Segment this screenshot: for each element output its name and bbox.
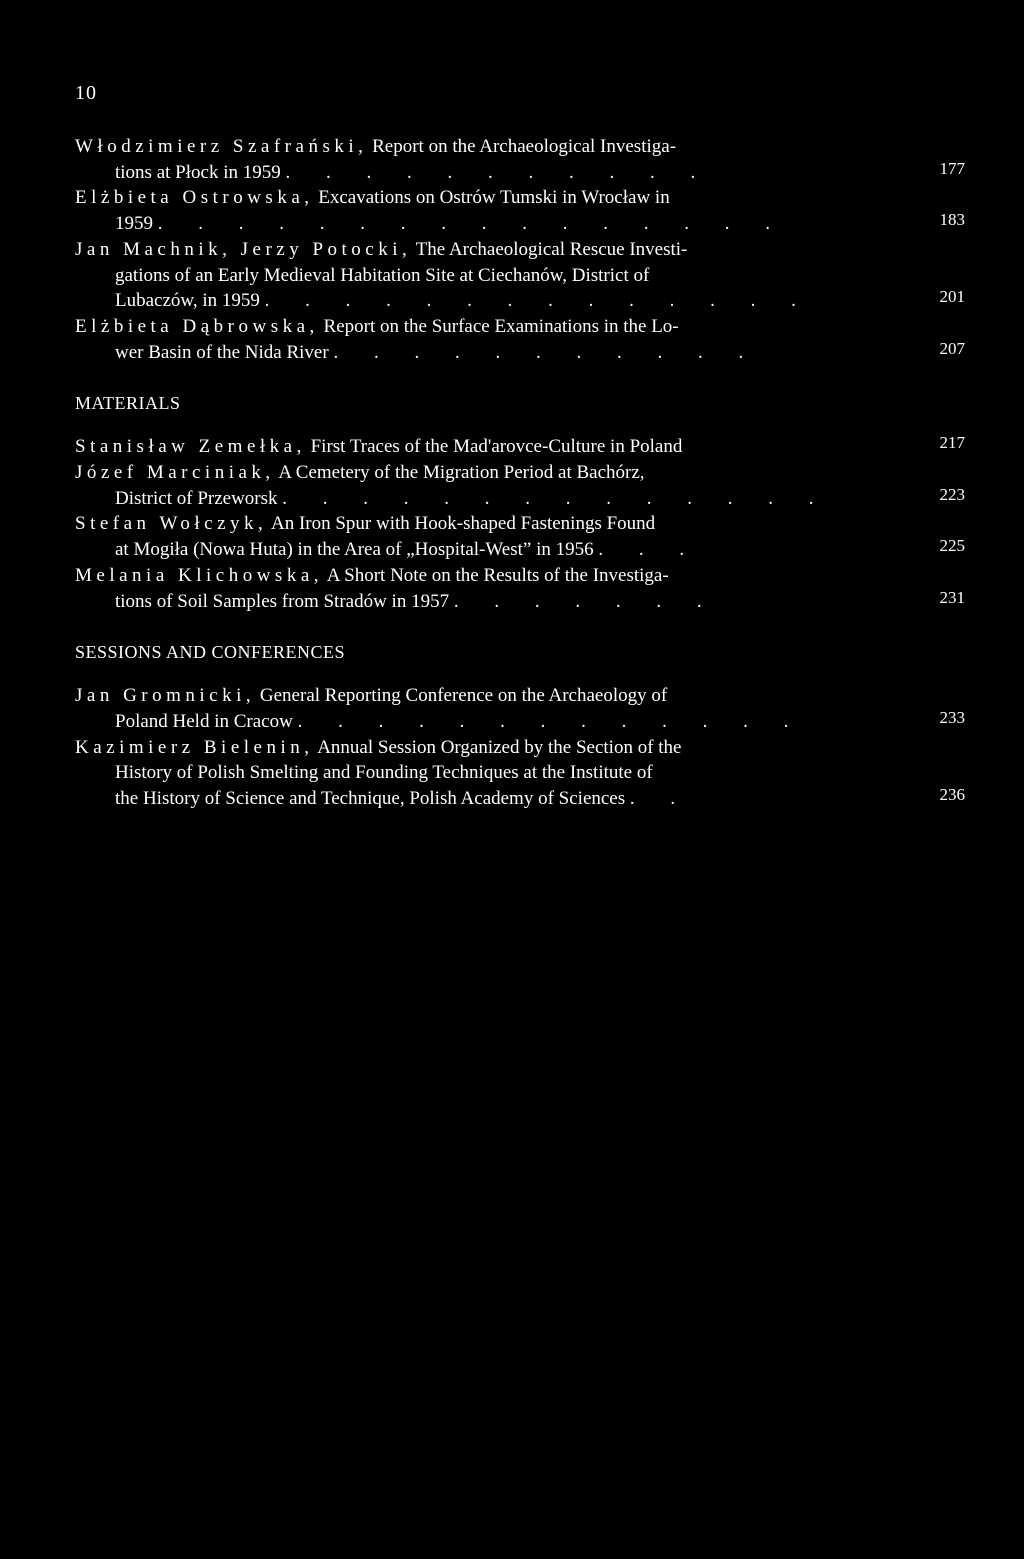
page-number: 10 — [75, 82, 97, 104]
entry-title-line: Report on the Archaeological Investiga- — [372, 136, 677, 157]
entry-author: Jan Machnik, Jerzy Potocki, — [75, 238, 412, 260]
entry-page-number: 207 — [939, 338, 965, 358]
toc-entry — [75, 460, 965, 511]
toc-entry — [75, 735, 965, 812]
entry-page-number: 217 — [939, 433, 965, 453]
entry-title-line: tions at Płock in 1959 — [115, 161, 281, 183]
entry-page-number: 233 — [939, 707, 965, 727]
toc-entry — [75, 237, 965, 314]
toc-entry — [75, 185, 965, 236]
entry-title-line: wer Basin of the Nida River — [115, 341, 329, 363]
entry-title-line: tions of Soil Samples from Stradów in 1957 — [115, 590, 450, 612]
entry-author: Elżbieta Ostrowska, — [75, 187, 314, 209]
section-heading: SESSIONS AND CONFERENCES — [75, 642, 346, 663]
toc-entry — [75, 563, 965, 614]
entry-title-line: at Mogiła (Nowa Huta) in the Area of „Hospital-West” in 1956 — [115, 539, 594, 561]
leader-dots: . . . . . . . . . . . . . . — [264, 290, 812, 312]
entry-page-number: 177 — [939, 158, 965, 178]
entry-author: Kazimierz Bielenin, — [75, 736, 314, 758]
leader-dots: . . . . . . . . . . . — [285, 161, 711, 183]
entry-title-line: Lubaczów, in 1959 — [115, 290, 260, 312]
entry-title-line: The Archaeological Rescue Investi- — [415, 238, 688, 260]
table-of-contents — [75, 134, 965, 812]
entry-title-line: District of Przeworsk — [115, 487, 278, 509]
entry-title-line: Excavations on Ostrów Tumski in Wrocław in — [318, 187, 670, 209]
entry-title-line: gations of an Early Medieval Habitation Site at Ciechanów, District of — [115, 264, 650, 286]
section-reports — [75, 134, 965, 365]
entry-author: Włodzimierz Szafrański, — [75, 136, 368, 157]
leader-dots: . . . . . . . . . . . . . . . . — [157, 213, 786, 235]
entry-title-line: General Reporting Conference on the Archaeology of — [259, 685, 668, 707]
leader-dots: . . . . . . . . . . . . . . — [282, 487, 830, 509]
leader-dots: . . . — [598, 539, 700, 561]
entry-author: Melania Klichowska, — [75, 564, 324, 586]
entry-title-line: A Cemetery of the Migration Period at Bachórz, — [278, 462, 645, 484]
entry-title-line: Report on the Surface Examinations in the Lo- — [323, 315, 679, 337]
entry-title-line: A Short Note on the Results of the Investiga- — [326, 564, 669, 586]
entry-author: Stanisław Zemełka, — [75, 436, 306, 458]
section-materials — [75, 393, 965, 614]
entry-author: Elżbieta Dąbrowska, — [75, 315, 319, 337]
entry-page-number: 183 — [939, 210, 965, 230]
leader-dots: . . . . . . . — [453, 590, 718, 612]
entry-title-line: 1959 — [115, 213, 153, 235]
entry-title-line: the History of Science and Technique, Polish Academy of Sciences — [115, 788, 626, 810]
section-sessions-and-conferences — [75, 642, 965, 812]
entry-author: Józef Marciniak, — [75, 462, 275, 484]
entry-author: Stefan Wołczyk, — [75, 513, 268, 535]
section-heading: MATERIALS — [75, 393, 181, 414]
entry-page-number: 231 — [939, 587, 965, 607]
toc-entry — [75, 314, 965, 365]
entry-title-line: An Iron Spur with Hook-shaped Fastenings Found — [270, 513, 656, 535]
leader-dots: . . . . . . . . . . . . . — [297, 710, 804, 732]
entry-page-number: 223 — [939, 484, 965, 504]
leader-dots: . . — [629, 788, 691, 810]
entry-page-number: 236 — [939, 785, 965, 805]
entry-page-number: 225 — [939, 536, 965, 556]
entry-page-number: 201 — [939, 287, 965, 307]
toc-entry — [75, 134, 965, 185]
entry-title-line: History of Polish Smelting and Founding Techniques at the Institute of — [115, 762, 653, 784]
entry-title-line: Poland Held in Cracow — [115, 710, 293, 732]
entry-title-line: First Traces of the Mad'arovce-Culture in Poland — [310, 436, 683, 458]
toc-entry — [75, 434, 965, 460]
entry-author: Jan Gromnicki, — [75, 685, 256, 707]
leader-dots: . . . . . . . . . . . — [333, 341, 759, 363]
toc-entry — [75, 511, 965, 562]
entry-title-line: Annual Session Organized by the Section of the — [317, 736, 682, 758]
toc-entry — [75, 683, 965, 734]
